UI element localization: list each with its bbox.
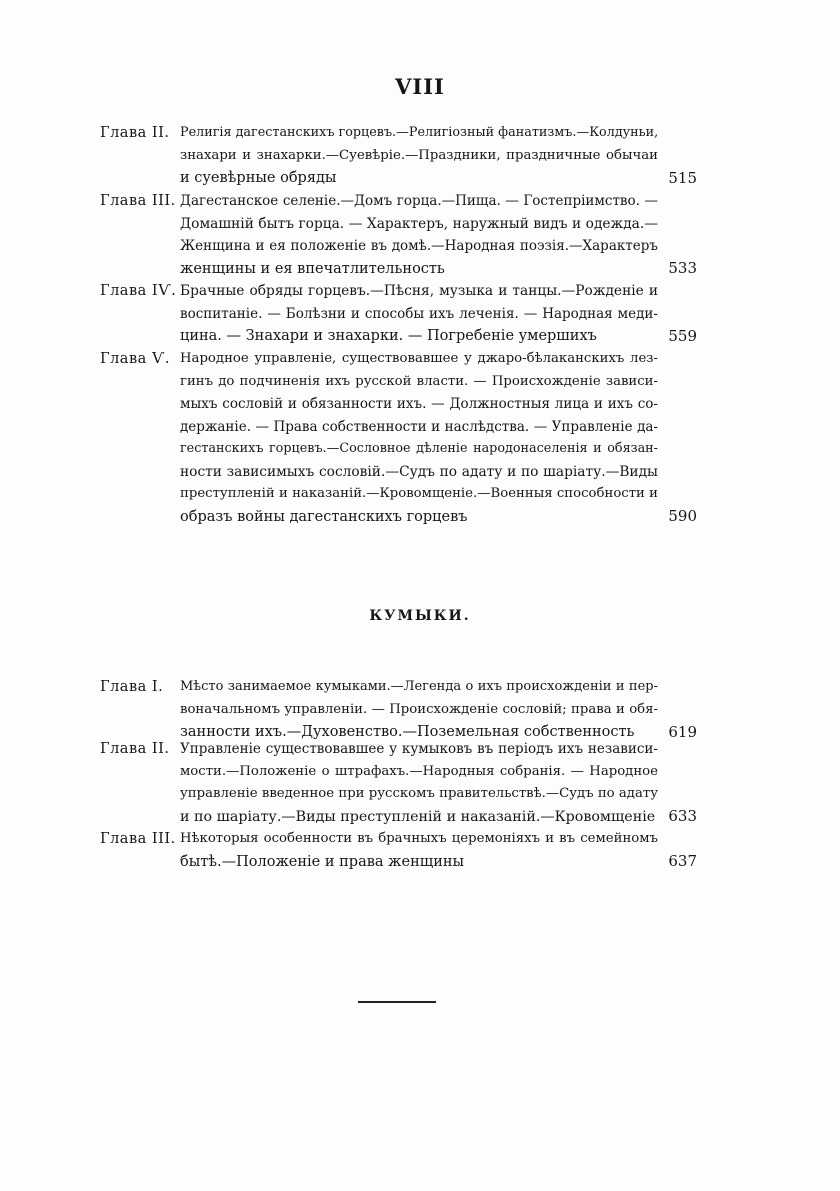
page-number: VIII bbox=[395, 74, 445, 99]
chapter-description bbox=[180, 190, 658, 280]
description-line: воспитаніе. — Болѣзни и способы ихъ леченія. — Народная меди- bbox=[180, 305, 658, 322]
description-line: бытѣ.—Положеніе и права женщины bbox=[180, 853, 465, 870]
chapter-label: Глава Ѵ. bbox=[100, 351, 170, 367]
page-ref: 533 bbox=[668, 259, 697, 277]
page-ref: 637 bbox=[668, 852, 697, 870]
end-ornament-rule bbox=[358, 1001, 436, 1003]
description-line: Мѣсто занимаемое кумыками.—Легенда о ихъ происхожденіи и пер- bbox=[180, 679, 658, 694]
description-line: образъ войны дагестанскихъ горцевъ bbox=[180, 508, 468, 525]
chapter-description bbox=[180, 828, 658, 873]
description-line: держаніе. — Права собственности и наслѣдства. — Управленіе да- bbox=[180, 418, 658, 435]
description-line: Религія дагестанскихъ горцевъ.—Религіозный фанатизмъ.—Колдуньи, bbox=[180, 125, 659, 140]
description-line: гинъ до подчиненія ихъ русской власти. — Происхожденіе завиcи- bbox=[180, 373, 658, 389]
chapter-description bbox=[180, 122, 658, 190]
chapter-description bbox=[180, 676, 658, 744]
description-line: Народное управленіе, существовавшее у джаро-бѣлаканскихъ лез- bbox=[180, 351, 658, 366]
description-line: воначальномъ управленіи. — Происхожденіе сословій; права и обя- bbox=[180, 701, 658, 717]
chapter-label: Глава I. bbox=[100, 679, 164, 695]
page-ref: 590 bbox=[668, 507, 697, 525]
description-line: преступленій и наказаній.—Кровомщеніе.—Военныя способности и bbox=[180, 486, 658, 501]
description-line: Домашній бытъ горца. — Характеръ, наружный видъ и одежда.— bbox=[180, 215, 658, 232]
description-line: мости.—Положеніе о штрафахъ.—Народныя собранія. — Народное bbox=[180, 763, 658, 779]
chapter-label: Глава II. bbox=[100, 741, 170, 757]
description-line: женщины и ея впечатлительность bbox=[180, 260, 445, 277]
description-line: и по шаріату.—Виды преступленій и наказаній.—Кровомщеніе bbox=[180, 808, 656, 825]
description-line: Дагестанское селеніе.—Домъ горца.—Пища. — Гостепріимство. — bbox=[180, 193, 658, 209]
description-line: Управленіе существовавшее у кумыковъ въ періодъ ихъ независи- bbox=[180, 741, 658, 757]
chapter-description bbox=[180, 348, 658, 528]
chapter-label: Глава III. bbox=[100, 193, 176, 209]
description-line: Нѣкоторыя особенности въ брачныхъ церемоніяхъ и въ семейномъ bbox=[180, 831, 658, 846]
description-line: ности зависимыхъ сословій.—Судъ по адату и по шаріату.—Виды bbox=[180, 463, 658, 480]
chapter-label: Глава II. bbox=[100, 125, 170, 141]
page-ref: 633 bbox=[668, 807, 697, 825]
section-title: КУМЫКИ. bbox=[369, 608, 471, 624]
description-line: Брачные обряды горцевъ.—Пѣсня, музыка и танцы.—Рожденіе и bbox=[180, 283, 658, 299]
description-line: знахари и знахарки.—Суевѣріе.—Праздники, праздничные обычаи bbox=[180, 147, 658, 163]
description-line: управленіе введенное при русскомъ правительствѣ.—Судъ по адату bbox=[180, 786, 658, 801]
chapter-label: Глава IѴ. bbox=[100, 283, 177, 299]
page-ref: 619 bbox=[668, 723, 697, 741]
description-line: цина. — Знахари и знахарки. — Погребеніе умершихъ bbox=[180, 328, 597, 344]
chapter-description bbox=[180, 738, 658, 828]
chapter-description bbox=[180, 280, 658, 348]
description-line: занности ихъ.—Духовенство.—Поземельная собственность bbox=[180, 724, 635, 740]
description-line: гестанскихъ горцевъ.—Сословное дѣленіе народонаселенія и обязан- bbox=[180, 441, 658, 456]
chapter-label: Глава III. bbox=[100, 831, 176, 847]
page-ref: 559 bbox=[668, 327, 697, 345]
description-line: мыхъ сословій и обязанности ихъ. — Должностныя лица и ихъ со- bbox=[180, 396, 658, 412]
description-line: Женщина и ея положеніе въ домѣ.—Народная поэзія.—Характеръ bbox=[180, 238, 658, 254]
description-line: и суевѣрные обряды bbox=[180, 170, 337, 186]
page-ref: 515 bbox=[668, 169, 697, 187]
